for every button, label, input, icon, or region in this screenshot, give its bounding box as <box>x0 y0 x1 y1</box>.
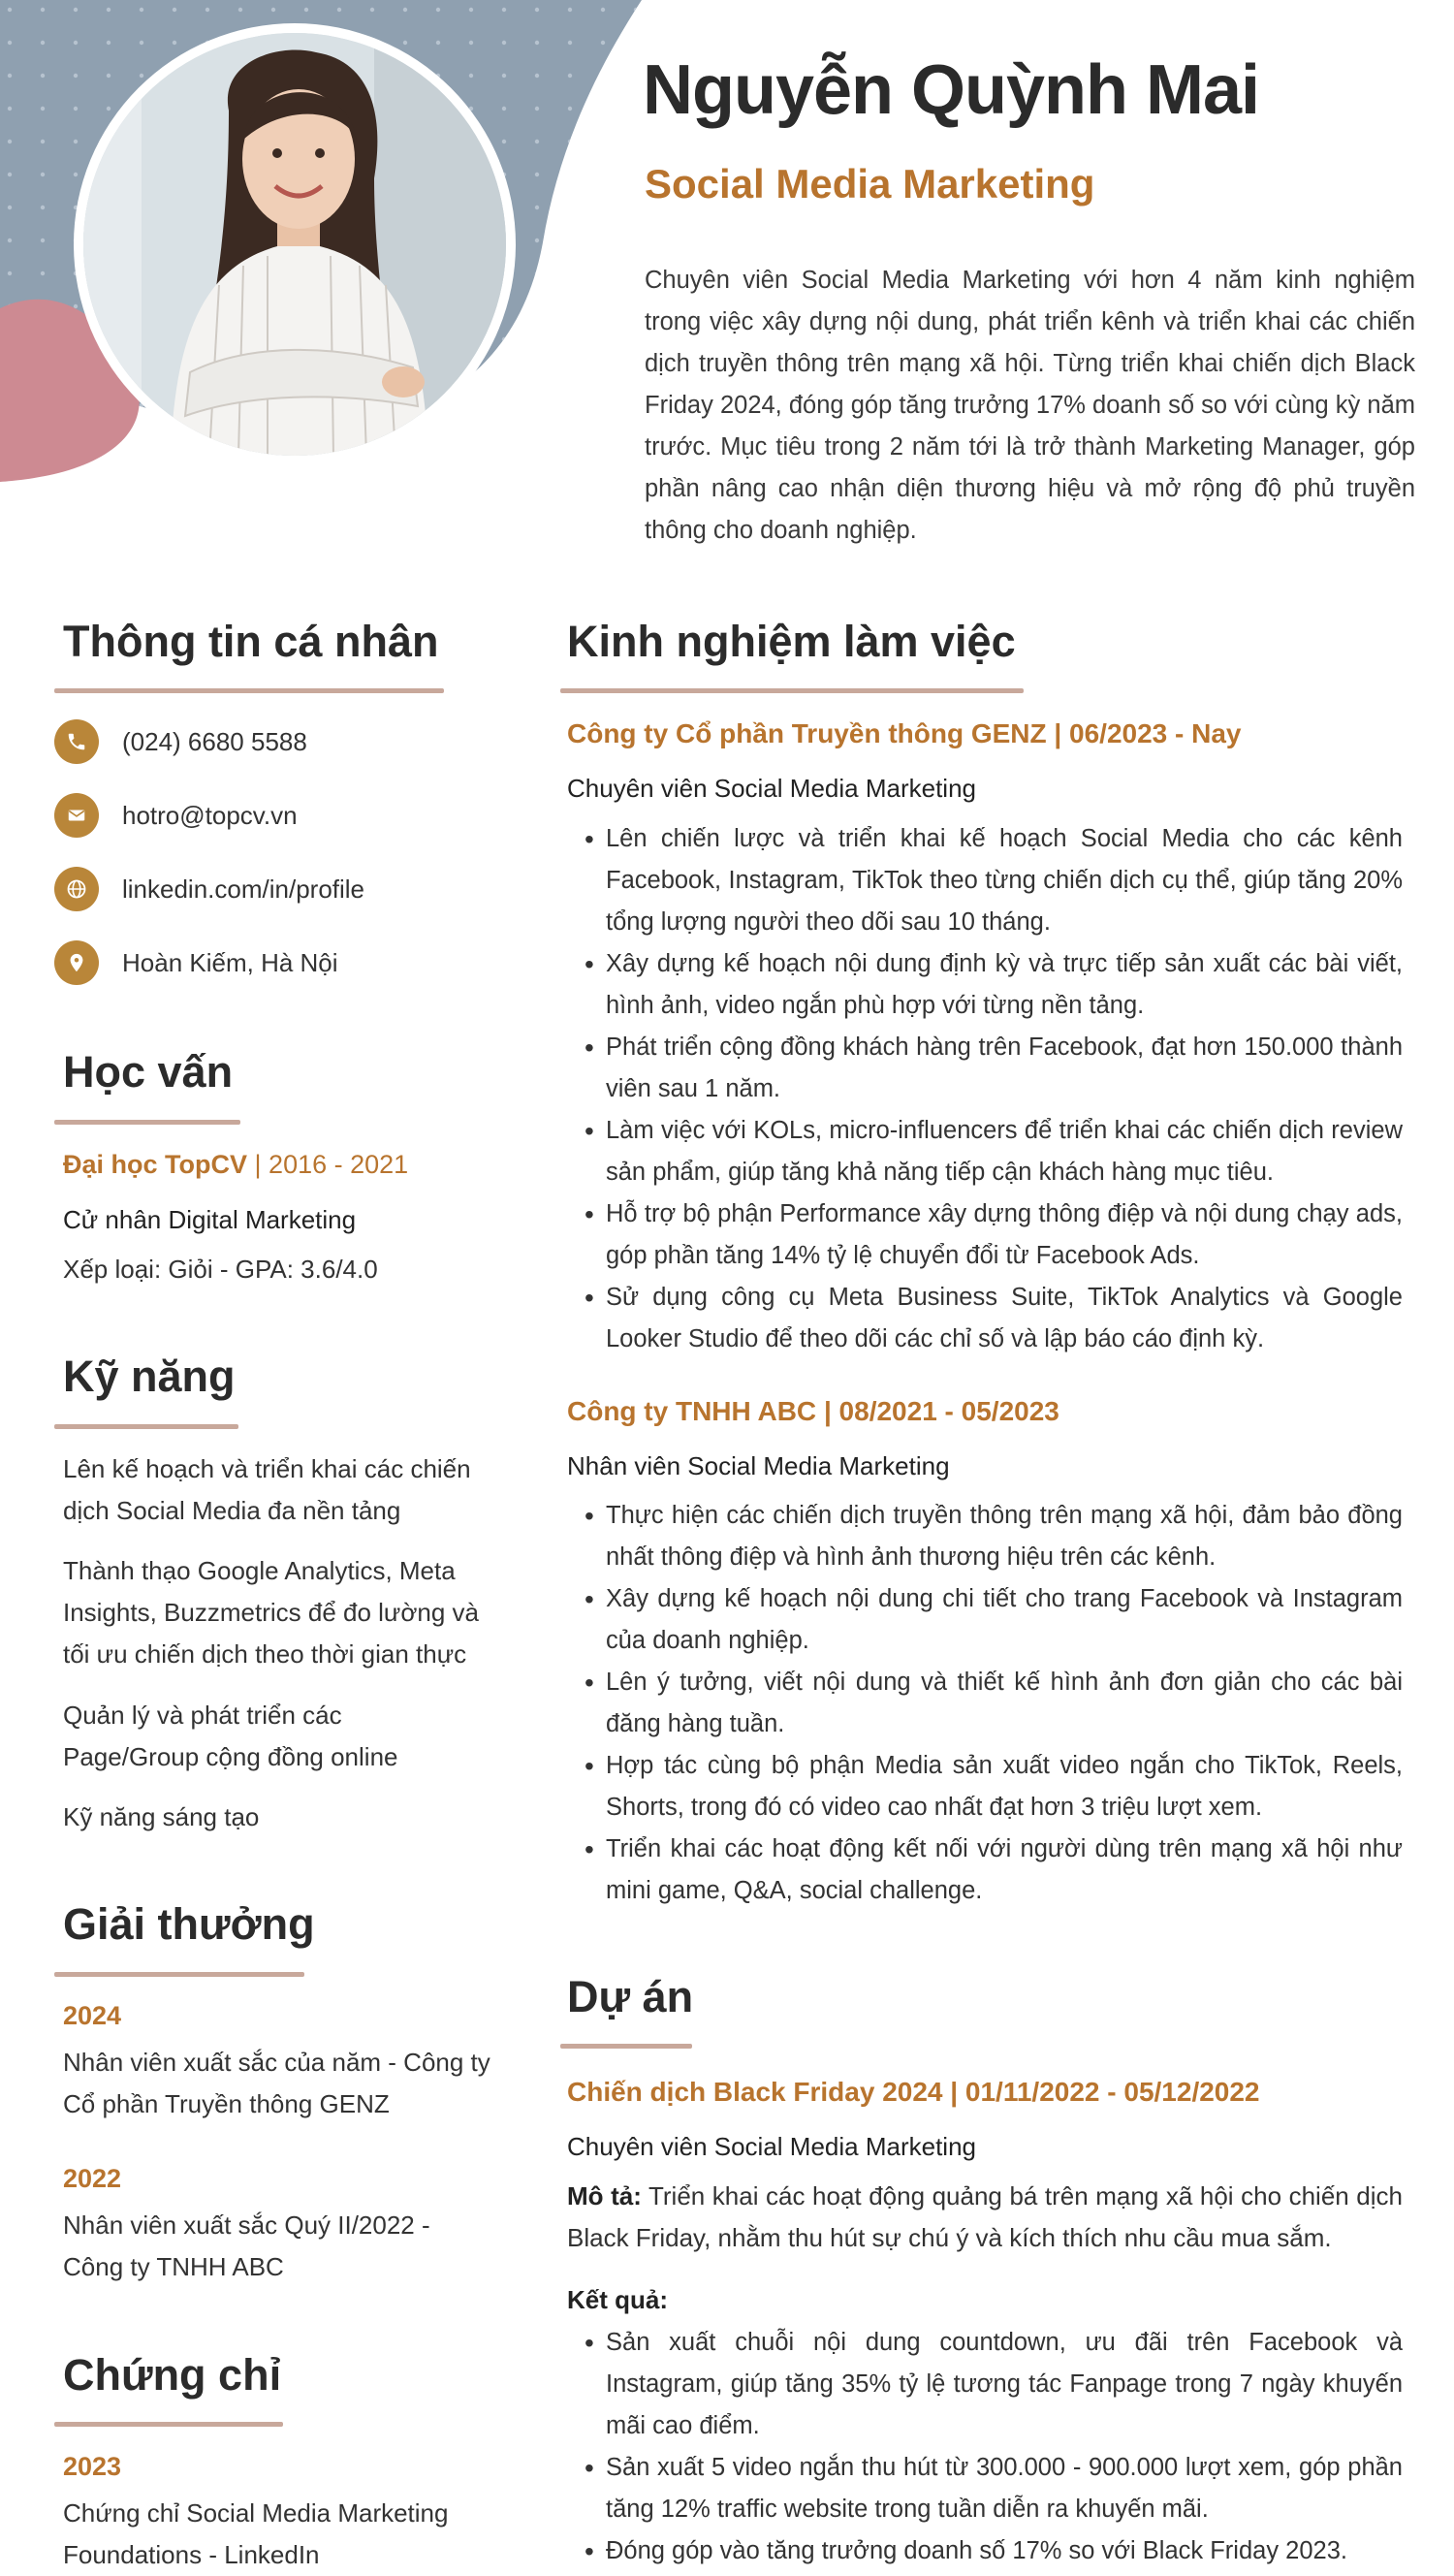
list-item: • Đóng góp vào tăng trưởng doanh số 17% so với Black Friday 2023. <box>606 2530 1403 2572</box>
list-item: • Hỗ trợ bộ phận Performance xây dựng thông điệp và nội dung chạy ads, góp phần tăng 14% tỷ lệ chuyển đổi từ Facebook Ads. <box>606 1193 1403 1277</box>
school-name: Đại học TopCV <box>63 1150 248 1179</box>
certificate-year: 2023 <box>63 2452 122 2481</box>
company-name: Công ty TNHH ABC <box>567 1396 817 1426</box>
award-text: Nhân viên xuất sắc Quý II/2022 - Công ty TNHH ABC <box>63 2210 430 2281</box>
company-name: Công ty Cổ phần Truyền thông GENZ <box>567 718 1047 748</box>
candidate-name: Nguyễn Quỳnh Mai <box>643 51 1260 129</box>
degree: Cử nhân Digital Marketing <box>63 1205 357 1234</box>
personal-info-title: Thông tin cá nhân <box>63 617 439 666</box>
section-underline <box>54 1120 240 1125</box>
certificate-text: Chứng chỉ Social Media Marketing Foundations - LinkedIn <box>63 2498 449 2569</box>
summary: Chuyên viên Social Media Marketing với hơn 4 năm kinh nghiệm trong việc xây dựng nội dung, phát triển kênh và triển khai các chiến dịch truyền thông trên mạng xã hội. Từng triển khai chiến dịch Black Friday 2024, đóng góp tăng trưởng 17% doanh số so với cùng kỳ năm trước. Mục tiêu trong 2 năm tới là trở thành Marketing Manager, góp phần nâng cao nhận diện thương hiệu và mở rộng độ phủ truyền thông cho doanh nghiệp. <box>645 267 1415 544</box>
projects-title: Dự án <box>567 1972 694 2021</box>
list-item: • Sử dụng công cụ Meta Business Suite, TikTok Analytics và Google Looker Studio để theo dõi các chỉ số và lập báo cáo định kỳ. <box>606 1277 1403 1360</box>
contact-location <box>54 939 338 986</box>
email-text: hotro@topcv.vn <box>122 800 298 830</box>
list-item: • Làm việc với KOLs, micro-influencers để triển khai các chiến dịch review sản phẩm, giúp tăng khả năng tiếp cận khách hàng mục tiêu. <box>606 1110 1403 1193</box>
contact-email <box>54 792 298 839</box>
website-text: linkedin.com/in/profile <box>122 874 365 904</box>
award-year: 2022 <box>63 2164 122 2193</box>
list-item: • Lên chiến lược và triển khai kế hoạch Social Media cho các kênh Facebook, Instagram, TikTok theo từng chiến dịch cụ thể, giúp tăng 20% tổng lượng người theo dõi sau 10 tháng. <box>606 818 1403 943</box>
contact-phone <box>54 718 307 765</box>
section-underline <box>54 1424 238 1429</box>
list-item: • Hợp tác cùng bộ phận Media sản xuất video ngắn cho TikTok, Reels, Shorts, trong đó có video cao nhất đạt hơn 3 triệu lượt xem. <box>606 1745 1403 1829</box>
list-item: • Sản xuất chuỗi nội dung countdown, ưu đãi trên Facebook và Instagram, giúp tăng 35% tỷ lệ tương tác Fanpage trong 7 ngày khuyến mãi cao điểm. <box>606 2322 1403 2447</box>
job-position: Chuyên viên Social Media Marketing <box>567 774 976 803</box>
section-underline <box>54 688 444 693</box>
email-icon <box>54 793 99 838</box>
profile-photo <box>74 23 516 465</box>
job-bullets <box>567 818 1403 1360</box>
skill-item: Kỹ năng sáng tạo <box>63 1802 260 1831</box>
list-item: • Xây dựng kế hoạch nội dung chi tiết cho trang Facebook và Instagram của doanh nghiệp. <box>606 1578 1403 1662</box>
project-header <box>567 2077 1260 2108</box>
skill-item: Lên kế hoạch và triển khai các chiến dịch Social Media đa nền tảng <box>63 1454 471 1525</box>
skill-item: Quản lý và phát triển các Page/Group cộng đồng online <box>63 1701 398 1771</box>
description-label: Mô tả: <box>567 2181 642 2210</box>
phone-icon <box>54 719 99 764</box>
project-description <box>567 2176 1403 2259</box>
award-text: Nhân viên xuất sắc của năm - Công ty Cổ phần Truyền thông GENZ <box>63 2048 490 2118</box>
section-underline <box>54 1972 304 1977</box>
job-bullets <box>567 1495 1403 1912</box>
phone-text: (024) 6680 5588 <box>122 726 307 756</box>
education-period: | 2016 - 2021 <box>254 1150 409 1179</box>
certificates-title: Chứng chỉ <box>63 2350 282 2400</box>
experience-title: Kinh nghiệm làm việc <box>567 617 1016 666</box>
globe-icon <box>54 867 99 911</box>
education-header <box>63 1150 408 1180</box>
skill-item: Thành thạo Google Analytics, Meta Insights, Buzzmetrics để đo lường và tối ưu chiến dịch theo thời gian thực <box>63 1556 479 1669</box>
list-item: • Thực hiện các chiến dịch truyền thông trên mạng xã hội, đảm bảo đồng nhất thông điệp và hình ảnh thương hiệu trên các kênh. <box>606 1495 1403 1578</box>
project-period: | 01/11/2022 - 05/12/2022 <box>950 2077 1260 2107</box>
avatar <box>83 33 506 456</box>
description-text: Triển khai các hoạt động quảng bá trên mạng xã hội cho chiến dịch Black Friday, nhằm thu hút sự chú ý và kích thích nhu cầu mua sắm. <box>567 2181 1403 2252</box>
list-item: • Sản xuất 5 video ngắn thu hút từ 300.000 - 900.000 lượt xem, góp phần tăng 12% traffic website trong tuần diễn ra khuyến mãi. <box>606 2447 1403 2530</box>
list-item: • Lên ý tưởng, viết nội dung và thiết kế hình ảnh đơn giản cho các bài đăng hàng tuần. <box>606 1662 1403 1745</box>
result-label: Kết quả: <box>567 2285 668 2314</box>
list-item: • Phát triển cộng đồng khách hàng trên Facebook, đạt hơn 150.000 thành viên sau 1 năm. <box>606 1027 1403 1110</box>
section-underline <box>560 2044 692 2049</box>
grade: Xếp loại: Giỏi - GPA: 3.6/4.0 <box>63 1255 378 1284</box>
project-name: Chiến dịch Black Friday 2024 <box>567 2077 943 2107</box>
list-item: • Triển khai các hoạt động kết nối với người dùng trên mạng xã hội như mini game, Q&A, social challenge. <box>606 1829 1403 1912</box>
job-period: | 06/2023 - Nay <box>1054 718 1242 748</box>
section-underline <box>54 2422 283 2427</box>
awards-title: Giải thưởng <box>63 1899 315 1949</box>
award-year: 2024 <box>63 2001 122 2030</box>
job-header <box>567 718 1242 749</box>
location-icon <box>54 940 99 985</box>
job-header <box>567 1396 1059 1427</box>
contact-website <box>54 866 364 912</box>
project-role: Chuyên viên Social Media Marketing <box>567 2132 976 2161</box>
list-item: • Xây dựng kế hoạch nội dung định kỳ và trực tiếp sản xuất các bài viết, hình ảnh, video ngắn phù hợp với từng nền tảng. <box>606 943 1403 1027</box>
education-title: Học vấn <box>63 1047 234 1097</box>
section-underline <box>560 688 1024 693</box>
project-results <box>567 2322 1403 2572</box>
job-title: Social Media Marketing <box>645 161 1095 207</box>
skills-title: Kỹ năng <box>63 1352 236 1401</box>
job-period: | 08/2021 - 05/2023 <box>823 1396 1059 1426</box>
location-text: Hoàn Kiếm, Hà Nội <box>122 947 338 977</box>
job-position: Nhân viên Social Media Marketing <box>567 1451 950 1480</box>
